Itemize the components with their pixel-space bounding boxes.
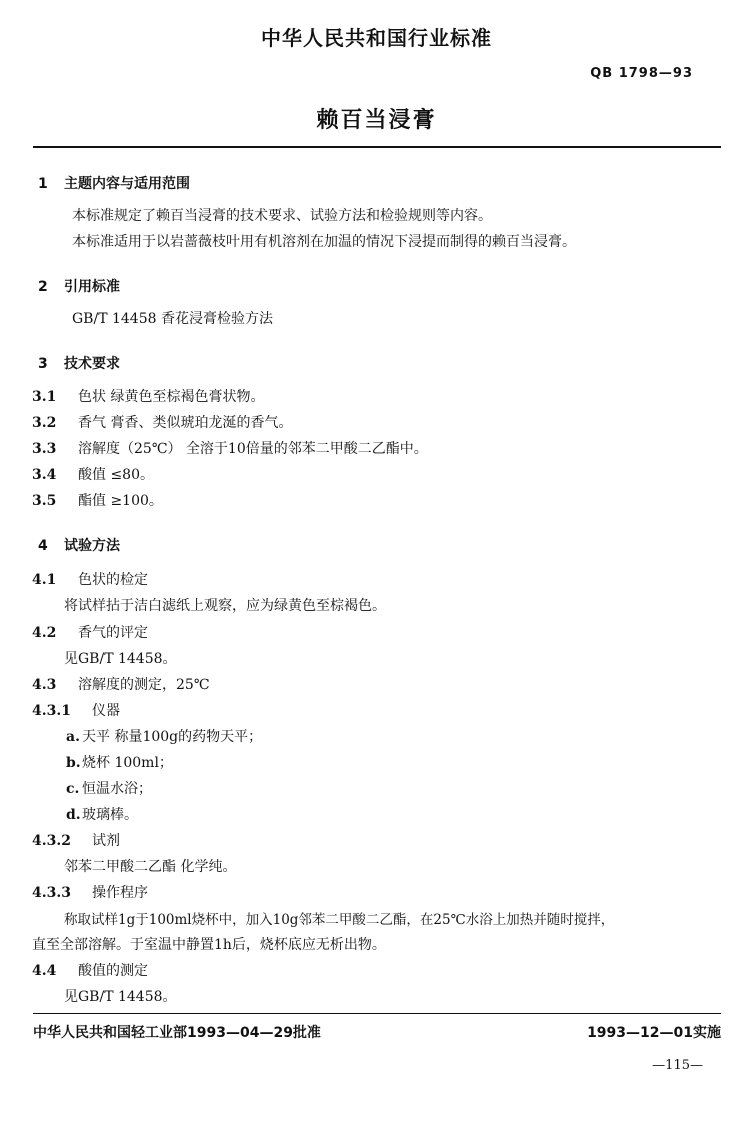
clause-number: 3.2 <box>32 415 57 431</box>
clause-number: 4.2 <box>32 625 57 641</box>
list-label: c. <box>66 781 80 797</box>
clause-number: 3.1 <box>32 389 57 405</box>
clause-number: 4.3.2 <box>32 833 71 849</box>
list-text: 烧杯 100ml； <box>82 755 173 771</box>
section-title: 试验方法 <box>64 538 120 554</box>
section-number: 3 <box>38 356 48 372</box>
approval-line: 中华人民共和国轻工业部1993—04—29批准 <box>33 1025 321 1041</box>
clause-number: 4.3 <box>32 677 57 693</box>
list-label: a. <box>66 729 80 745</box>
clause-title: 操作程序 <box>92 885 148 901</box>
section-number: 1 <box>38 176 48 192</box>
section-title: 主题内容与适用范围 <box>64 176 190 192</box>
section-3-heading <box>38 353 120 373</box>
header-divider <box>33 146 721 148</box>
list-text: 玻璃棒。 <box>82 807 138 823</box>
section-4-heading <box>38 535 120 555</box>
clause-text: 酸值 ≤80。 <box>78 467 154 483</box>
section-2-paragraph-1: GB/T 14458 香花浸膏检验方法 <box>72 311 273 327</box>
list-item-d <box>66 804 138 824</box>
clause-text: 色状 绿黄色至棕褐色膏状物。 <box>78 389 265 405</box>
clause-text: 溶解度（25℃） 全溶于10倍量的邻苯二甲酸二乙酯中。 <box>78 441 428 457</box>
section-title: 技术要求 <box>64 356 120 372</box>
clause-text: 香气 膏香、类似琥珀龙涎的香气。 <box>78 415 293 431</box>
clause-4-1-text: 将试样拈于洁白滤纸上观察，应为绿黄色至棕褐色。 <box>64 598 386 614</box>
clause-4-3-3-line-1: 称取试样1g于100ml烧杯中，加入10g邻苯二甲酸二乙酯，在25℃水浴上加热并随时搅拌， <box>64 912 615 928</box>
issuer-heading: 中华人民共和国行业标准 <box>261 26 492 50</box>
clause-4-2 <box>32 622 148 642</box>
section-1-heading <box>38 173 190 193</box>
clause-title: 色状的检定 <box>78 572 148 588</box>
standard-number: QB 1798—93 <box>590 66 693 81</box>
clause-4-3-3 <box>32 882 148 902</box>
clause-text: 酯值 ≥100。 <box>78 493 163 509</box>
clause-4-4 <box>32 960 148 980</box>
clause-title: 试剂 <box>92 833 120 849</box>
clause-4-3-2-text: 邻苯二甲酸二乙酯 化学纯。 <box>64 859 237 875</box>
section-1-paragraph-2: 本标准适用于以岩蔷薇枝叶用有机溶剂在加温的情况下浸提而制得的赖百当浸膏。 <box>72 234 576 250</box>
footer-divider <box>33 1013 721 1014</box>
section-2-heading <box>38 276 120 296</box>
page-number: —115— <box>652 1058 703 1073</box>
clause-title: 仪器 <box>92 703 120 719</box>
clause-3-3 <box>32 438 428 458</box>
clause-title: 香气的评定 <box>78 625 148 641</box>
list-text: 天平 称量100g的药物天平； <box>82 729 263 745</box>
clause-title: 酸值的测定 <box>78 963 148 979</box>
clause-3-4 <box>32 464 154 484</box>
list-label: b. <box>66 755 81 771</box>
clause-3-1 <box>32 386 264 406</box>
section-1-paragraph-1: 本标准规定了赖百当浸膏的技术要求、试验方法和检验规则等内容。 <box>72 208 492 224</box>
clause-3-5 <box>32 490 163 510</box>
section-title: 引用标准 <box>64 279 120 295</box>
list-text: 恒温水浴； <box>82 781 152 797</box>
clause-number: 4.3.1 <box>32 703 71 719</box>
document-title: 赖百当浸膏 <box>316 108 437 133</box>
clause-4-3 <box>32 674 209 694</box>
list-label: d. <box>66 807 81 823</box>
section-number: 4 <box>38 538 48 554</box>
clause-3-2 <box>32 412 292 432</box>
clause-4-3-1 <box>32 700 120 720</box>
list-item-a <box>66 726 262 746</box>
clause-4-3-2 <box>32 830 120 850</box>
clause-title: 溶解度的测定，25℃ <box>78 677 210 693</box>
clause-4-3-3-line-2: 直至全部溶解。于室温中静置1h后，烧杯底应无析出物。 <box>32 937 386 953</box>
clause-4-2-text: 见GB/T 14458。 <box>64 651 177 667</box>
section-number: 2 <box>38 279 48 295</box>
clause-number: 3.4 <box>32 467 57 483</box>
clause-number: 4.3.3 <box>32 885 71 901</box>
clause-number: 4.4 <box>32 963 57 979</box>
list-item-c <box>66 778 152 798</box>
list-item-b <box>66 752 173 772</box>
clause-number: 3.5 <box>32 493 57 509</box>
implementation-date: 1993—12—01实施 <box>587 1025 721 1041</box>
clause-number: 4.1 <box>32 572 57 588</box>
clause-number: 3.3 <box>32 441 57 457</box>
clause-4-4-text: 见GB/T 14458。 <box>64 989 177 1005</box>
clause-4-1 <box>32 569 148 589</box>
